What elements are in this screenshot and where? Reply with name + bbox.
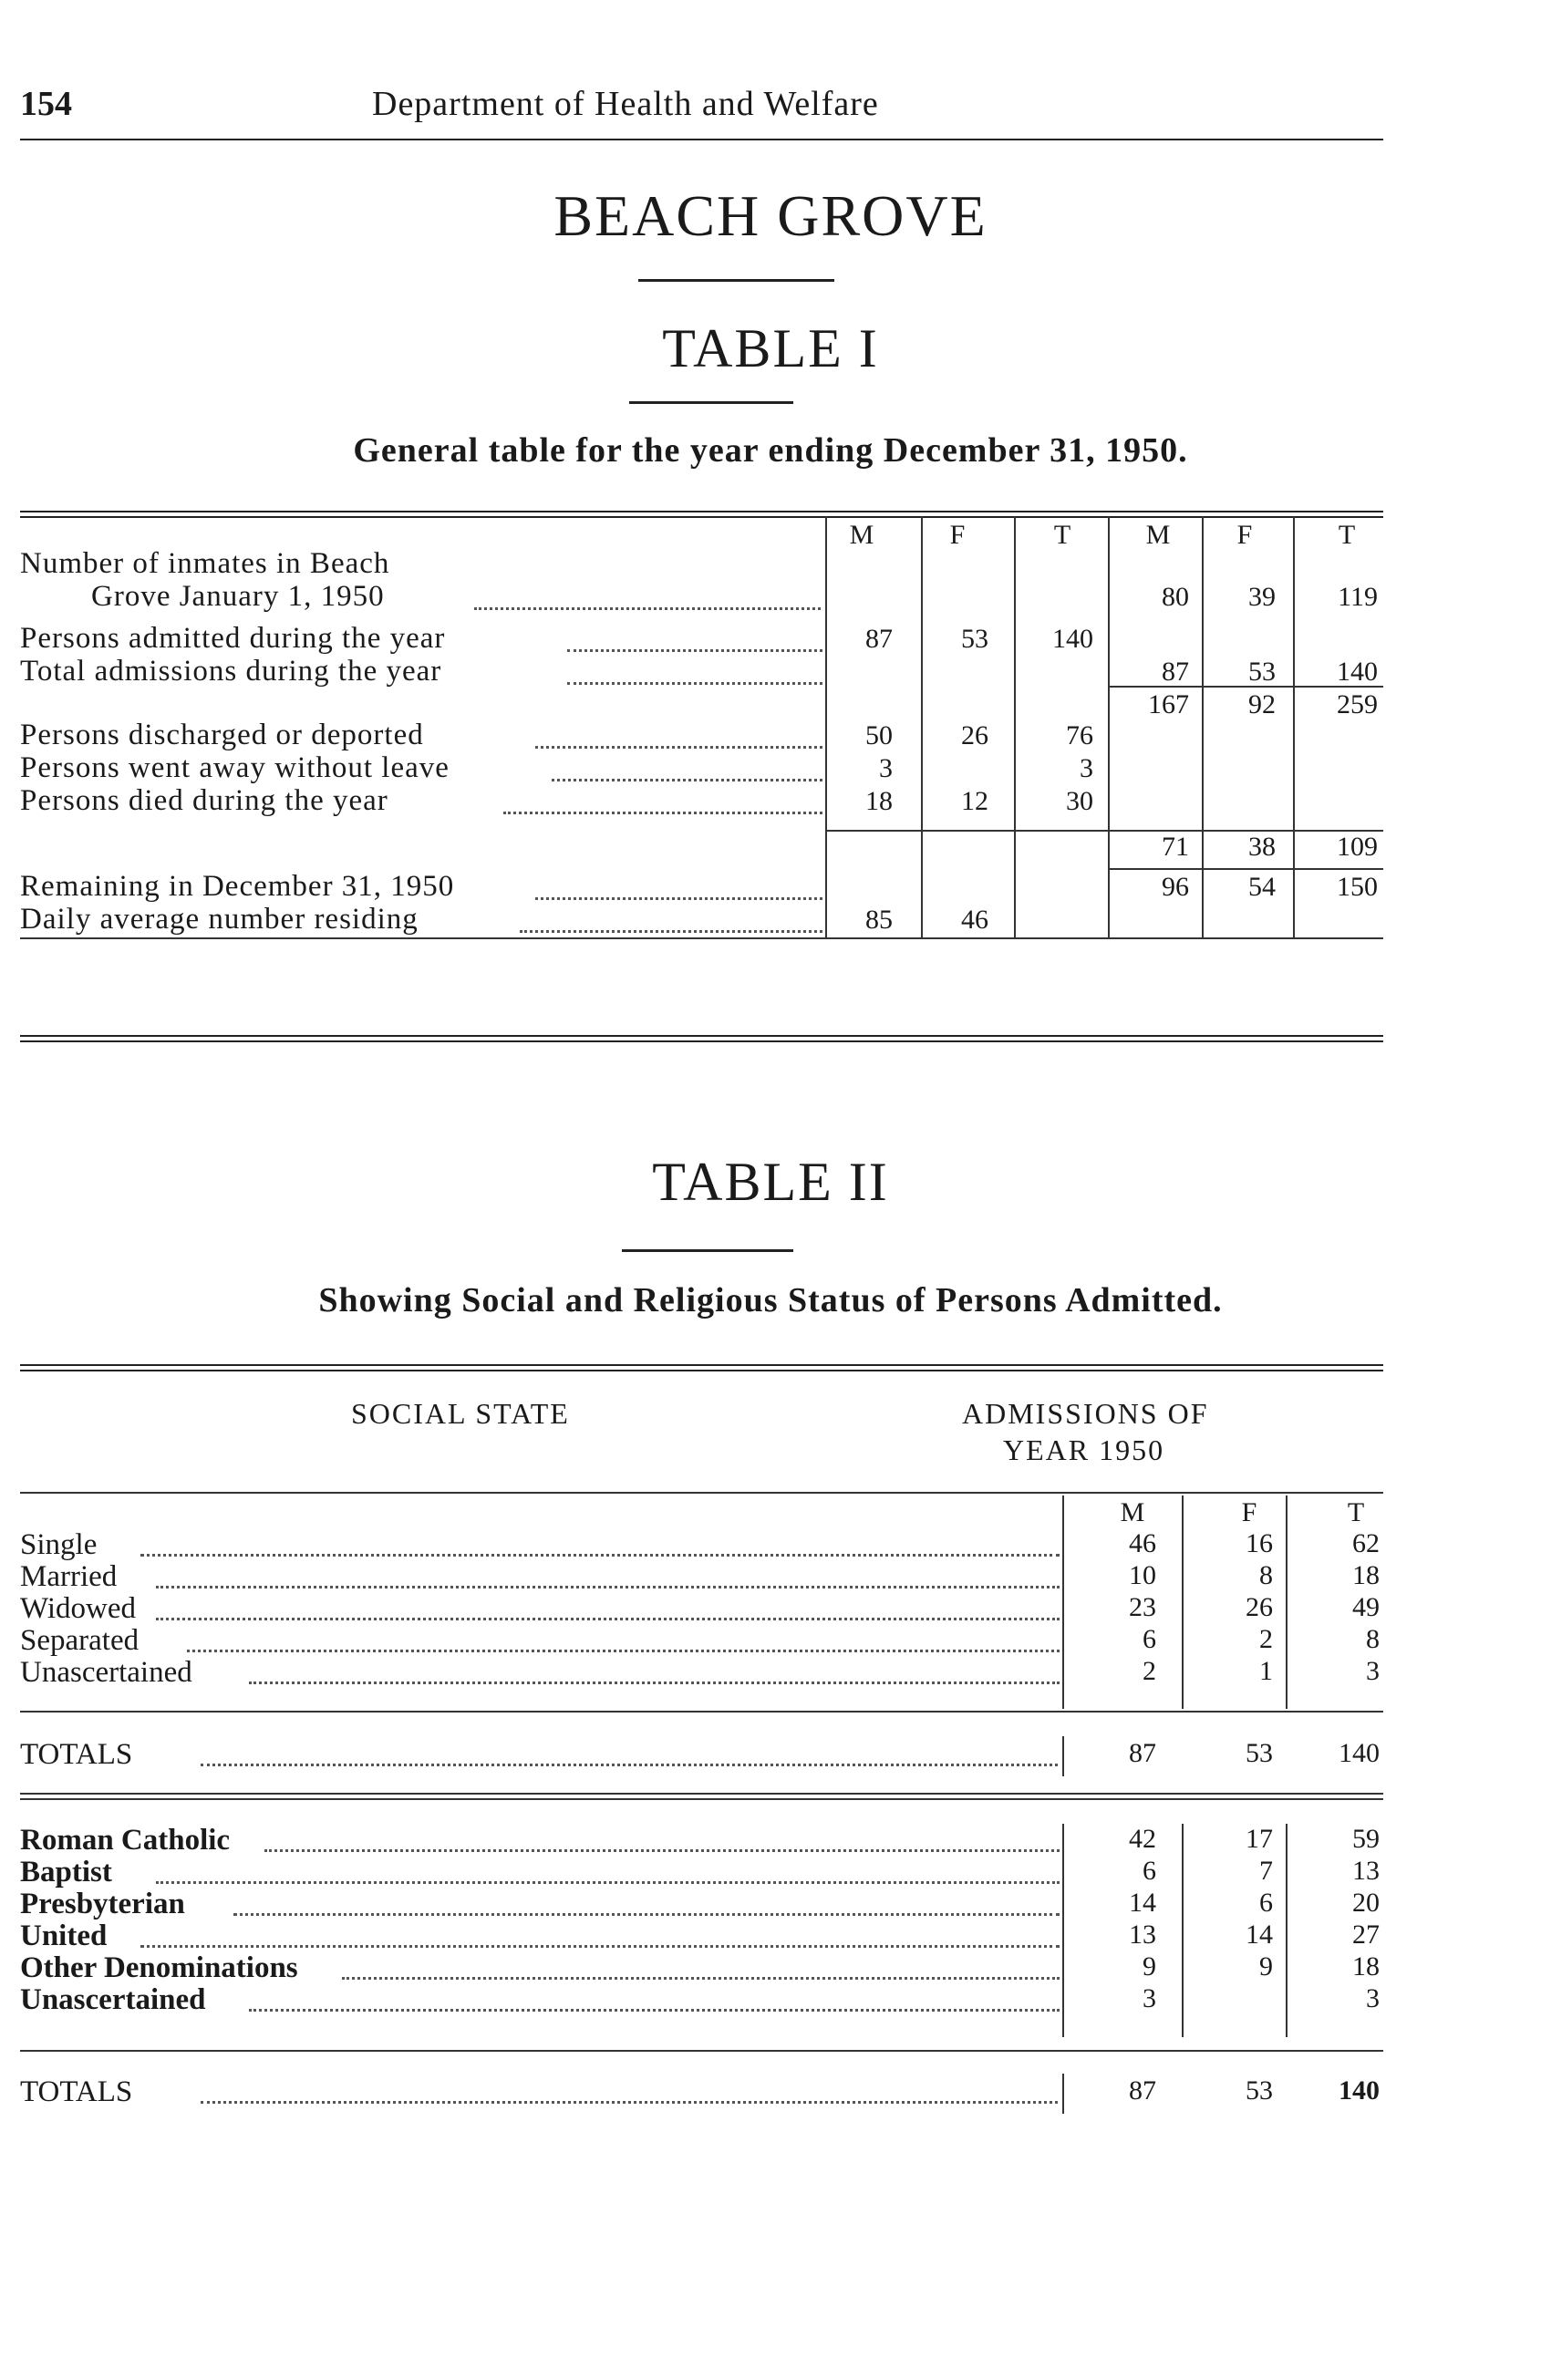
social-row-cell: 8: [1366, 1624, 1380, 1654]
table1-cell: 92: [1248, 689, 1276, 719]
table1-leader-dots: [552, 779, 823, 781]
social-row-label: Separated: [20, 1624, 140, 1657]
section-divider: [20, 1035, 1383, 1037]
social-row-cell: 23: [1129, 1592, 1156, 1622]
social-totals-leader-dots: [201, 1764, 1058, 1766]
table1-sum-rule: [1108, 686, 1383, 688]
religious-row-leader-dots: [140, 1945, 1060, 1948]
religious-row-cell: 3: [1366, 1983, 1380, 2013]
table1-cell: 96: [1162, 872, 1189, 902]
table1-top-rule: [20, 511, 1383, 512]
social-row-label: Unascertained: [20, 1656, 192, 1689]
social-row-cell: 49: [1352, 1592, 1380, 1622]
social-row-cell: 2: [1143, 1656, 1156, 1686]
religious-row-leader-dots: [342, 1977, 1060, 1980]
table2-col-rule: [1062, 1495, 1064, 1709]
social-row-leader-dots: [140, 1554, 1060, 1557]
table1-leader-dots: [535, 897, 822, 900]
religious-row-cell: 17: [1246, 1824, 1273, 1854]
table1-row-label: Daily average number residing: [20, 903, 419, 936]
social-row-cell: 1: [1259, 1656, 1273, 1686]
table1-col-rule: [1293, 516, 1295, 937]
table1-col-header: F: [949, 520, 966, 550]
religious-row-label: Other Denominations: [20, 1951, 298, 1984]
religious-row-cell: 18: [1352, 1951, 1380, 1982]
religious-row-leader-dots: [156, 1881, 1060, 1884]
social-totals-label: TOTALS: [20, 1738, 133, 1771]
table1-col-header: T: [1338, 520, 1356, 550]
table1-cell: 85: [865, 905, 893, 935]
religious-row-cell: 20: [1352, 1888, 1380, 1918]
social-row-cell: 62: [1352, 1528, 1380, 1558]
table1-cell: 150: [1337, 872, 1378, 902]
table1-subtitle: General table for the year ending December 31, 1950.: [353, 431, 1188, 470]
table1-cell: 53: [1248, 657, 1276, 687]
table1-leader-dots: [474, 607, 821, 610]
table1-cell: 167: [1148, 689, 1189, 719]
religious-row-cell: 42: [1129, 1824, 1156, 1854]
table1-col-header: M: [1145, 520, 1171, 550]
religious-row-cell: 13: [1352, 1856, 1380, 1886]
religious-totals-cell: 87: [1129, 2075, 1156, 2106]
social-row-cell: 46: [1129, 1528, 1156, 1558]
page-number: 154: [20, 85, 72, 123]
table1-title-rule: [629, 401, 793, 404]
table1-cell: 3: [1080, 753, 1093, 783]
social-row-leader-dots: [249, 1682, 1060, 1684]
table1-leader-dots: [567, 649, 822, 652]
running-header: Department of Health and Welfare: [372, 85, 879, 123]
table1-cell: 26: [961, 720, 988, 750]
social-row-leader-dots: [156, 1586, 1060, 1588]
table1-col-header: F: [1236, 520, 1253, 550]
admissions-year-header: YEAR 1950: [1003, 1433, 1165, 1466]
table2-title-rule: [622, 1249, 793, 1252]
religious-row-cell: 9: [1259, 1951, 1273, 1982]
admissions-header: ADMISSIONS OF: [962, 1397, 1209, 1430]
table1-row-label: Number of inmates in Beach: [20, 547, 390, 580]
table1-row-label: Total admissions during the year: [20, 655, 442, 688]
table1-bottom-rule: [20, 937, 1383, 939]
social-state-header: SOCIAL STATE: [351, 1397, 570, 1430]
institution-title: BEACH GROVE: [553, 183, 988, 248]
table1-leader-dots: [503, 812, 822, 814]
table1-title: TABLE I: [662, 318, 879, 378]
table1-cell: 30: [1066, 786, 1093, 816]
table1-row-label: Persons discharged or deported: [20, 719, 424, 751]
table1-cell: 87: [865, 624, 893, 654]
social-row-cell: 18: [1352, 1560, 1380, 1590]
table1-cell: 119: [1338, 582, 1378, 612]
table1-row-label-cont: Grove January 1, 1950: [91, 580, 385, 613]
religious-row-label: Baptist: [20, 1856, 112, 1888]
table1-sum-rule: [1108, 868, 1383, 870]
religious-row-cell: 59: [1352, 1824, 1380, 1854]
table2-top-rule: [20, 1364, 1383, 1366]
table1-sum-rule: [825, 830, 1383, 832]
table1-col-header: T: [1053, 520, 1071, 550]
table2-col-rule: [1062, 1824, 1064, 2037]
religious-row-cell: 3: [1143, 1983, 1156, 2013]
table1-cell: 80: [1162, 582, 1189, 612]
religious-row-label: United: [20, 1920, 108, 1952]
social-totals-cell: 53: [1246, 1738, 1273, 1768]
religious-totals-cell: 140: [1339, 2075, 1380, 2106]
table1-col-rule: [1108, 516, 1110, 937]
table1-row-label: Persons went away without leave: [20, 751, 450, 784]
religious-row-cell: 14: [1129, 1888, 1156, 1918]
religious-row-leader-dots: [233, 1913, 1060, 1916]
social-row-label: Married: [20, 1560, 118, 1593]
table2-col-rule: [1062, 2074, 1064, 2114]
social-row-cell: 16: [1246, 1528, 1273, 1558]
religious-row-cell: 9: [1143, 1951, 1156, 1982]
religious-totals-cell: 53: [1246, 2075, 1273, 2106]
social-row-label: Widowed: [20, 1592, 136, 1625]
table1-cell: 3: [879, 753, 893, 783]
social-row-cell: 6: [1143, 1624, 1156, 1654]
table1-top-rule-2: [20, 516, 1383, 518]
religious-row-label: Unascertained: [20, 1983, 206, 2016]
table1-leader-dots: [520, 930, 823, 933]
table2-col-header: F: [1241, 1497, 1257, 1527]
table1-cell: 76: [1066, 720, 1093, 750]
religious-row-leader-dots: [249, 2009, 1060, 2012]
religious-row-leader-dots: [264, 1849, 1060, 1852]
table2-top-rule-2: [20, 1370, 1383, 1371]
table1-leader-dots: [535, 746, 822, 749]
social-totals-cell: 140: [1339, 1738, 1380, 1768]
table2-header-rule: [20, 1492, 1383, 1494]
religious-totals-rule: [20, 2050, 1383, 2052]
social-row-leader-dots: [187, 1650, 1060, 1652]
table1-cell: 50: [865, 720, 893, 750]
social-totals-rule: [20, 1711, 1383, 1713]
table1-cell: 12: [961, 786, 988, 816]
table2-col-header: T: [1347, 1497, 1365, 1527]
table1-cell: 109: [1337, 832, 1378, 862]
religious-row-label: Roman Catholic: [20, 1824, 231, 1857]
religious-top-rule: [20, 1793, 1383, 1795]
table2-col-header: M: [1120, 1497, 1145, 1527]
table1-cell: 18: [865, 786, 893, 816]
table1-row-label: Persons died during the year: [20, 784, 388, 817]
table1-cell: 39: [1248, 582, 1276, 612]
religious-row-cell: 13: [1129, 1920, 1156, 1950]
religious-row-label: Presbyterian: [20, 1888, 185, 1920]
religious-totals-label: TOTALS: [20, 2075, 133, 2108]
table2-title: TABLE II: [652, 1152, 889, 1212]
religious-row-cell: 27: [1352, 1920, 1380, 1950]
title-rule: [638, 279, 834, 282]
section-divider-2: [20, 1040, 1383, 1042]
social-row-cell: 26: [1246, 1592, 1273, 1622]
table1-col-rule: [1014, 516, 1016, 937]
religious-totals-leader-dots: [201, 2101, 1058, 2104]
table2-col-rule: [1062, 1736, 1064, 1776]
table1-cell: 140: [1337, 657, 1378, 687]
social-totals-cell: 87: [1129, 1738, 1156, 1768]
table2-subtitle: Showing Social and Religious Status of Persons Admitted.: [318, 1281, 1223, 1319]
social-row-cell: 8: [1259, 1560, 1273, 1590]
table1-col-header: M: [849, 520, 874, 550]
table1-cell: 140: [1052, 624, 1093, 654]
table1-cell: 46: [961, 905, 988, 935]
table2-col-rule: [1182, 1495, 1184, 1709]
table1-cell: 87: [1162, 657, 1189, 687]
table2-col-rule: [1286, 1495, 1288, 1709]
table1-row-label: Remaining in December 31, 1950: [20, 870, 455, 903]
table1-cell: 71: [1162, 832, 1189, 862]
social-row-cell: 10: [1129, 1560, 1156, 1590]
religious-row-cell: 6: [1259, 1888, 1273, 1918]
header-rule: [20, 139, 1383, 140]
table1-cell: 53: [961, 624, 988, 654]
religious-top-rule-2: [20, 1798, 1383, 1800]
table1-cell: 38: [1248, 832, 1276, 862]
table1-leader-dots: [567, 682, 822, 685]
table2-col-rule: [1286, 1824, 1288, 2037]
religious-row-cell: 14: [1246, 1920, 1273, 1950]
religious-row-cell: 7: [1259, 1856, 1273, 1886]
table2-col-rule: [1182, 1824, 1184, 2037]
religious-row-cell: 6: [1143, 1856, 1156, 1886]
social-row-leader-dots: [156, 1618, 1060, 1620]
social-row-cell: 2: [1259, 1624, 1273, 1654]
social-row-label: Single: [20, 1528, 98, 1561]
table1-row-label: Persons admitted during the year: [20, 622, 446, 655]
table1-cell: 54: [1248, 872, 1276, 902]
table1-cell: 259: [1337, 689, 1378, 719]
social-row-cell: 3: [1366, 1656, 1380, 1686]
